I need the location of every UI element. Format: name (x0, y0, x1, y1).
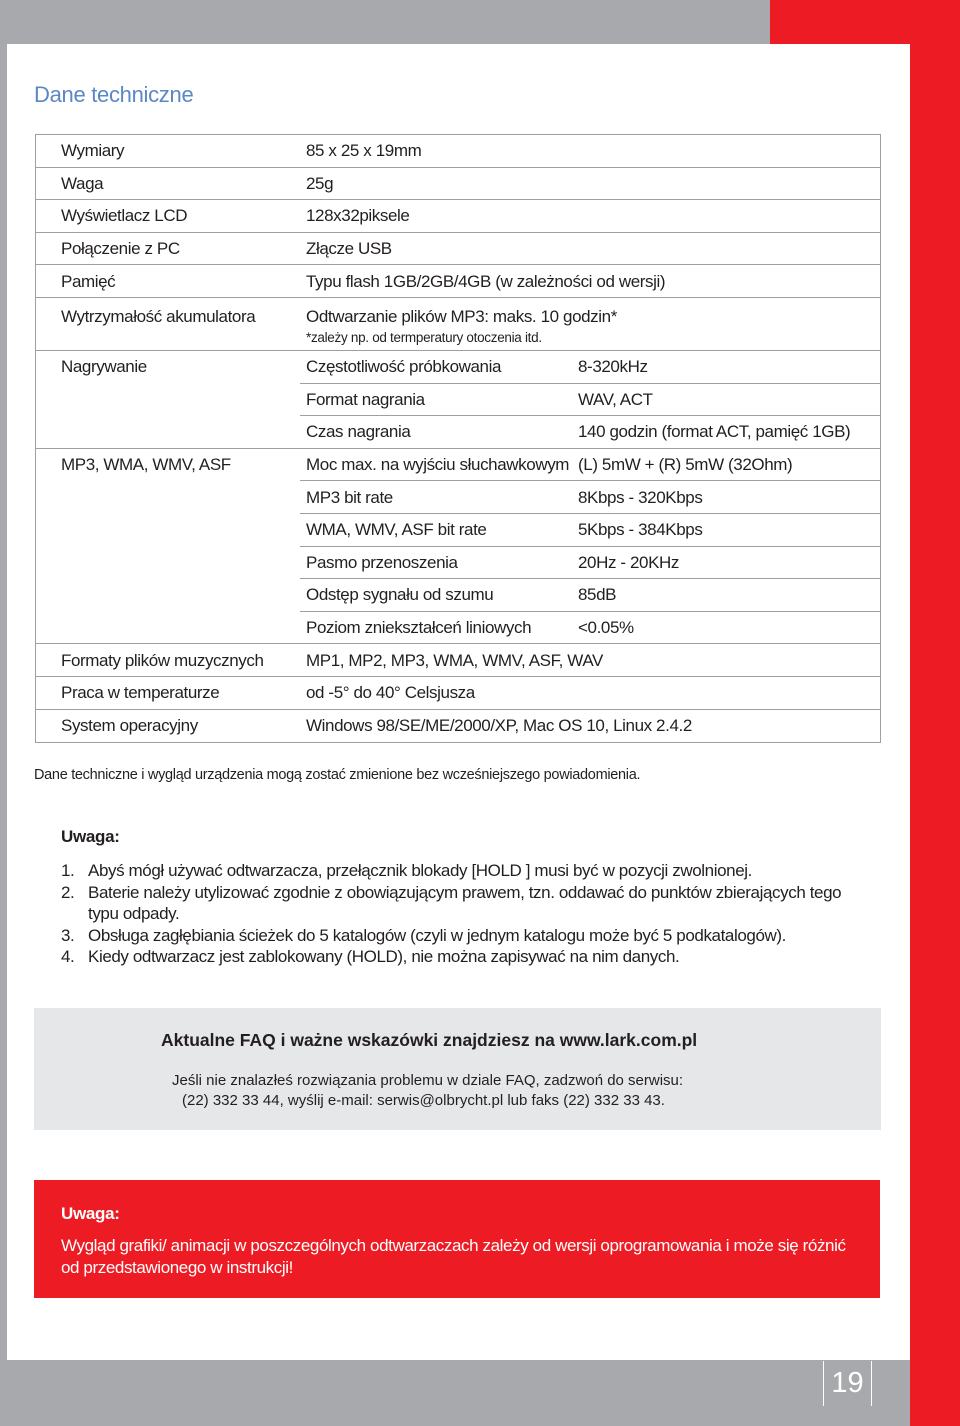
spec-value: Odtwarzanie plików MP3: maks. 10 godzin* (306, 306, 617, 326)
spec-value-detail: 8Kbps - 320Kbps (578, 487, 703, 507)
table-row (36, 677, 880, 710)
spec-value-detail: 20Hz - 20KHz (578, 552, 680, 572)
faq-contact-text: (22) 332 33 44, wyślij e-mail: serwis@olbrycht.pl lub faks (22) 332 33 43. (182, 1092, 665, 1109)
spec-value-detail: 140 godzin (format ACT, pamięć 1GB) (578, 422, 851, 442)
table-row (36, 168, 880, 201)
spec-label: Praca w temperaturze (61, 683, 220, 703)
list-item-text: Kiedy odtwarzacz jest zablokowany (HOLD), nie można zapisywać na nim danych. (88, 947, 680, 966)
faq-service-text: Jeśli nie znalazłeś rozwiązania problemu w dziale FAQ, zadzwoń do serwisu: (172, 1072, 684, 1089)
list-item-number: 4. (61, 947, 75, 966)
spec-label: Nagrywanie (61, 357, 147, 377)
spec-value-detail: (L) 5mW + (R) 5mW (32Ohm) (578, 455, 793, 475)
spec-value: Format nagrania (306, 389, 425, 409)
spec-label: Wytrzymałość akumulatora (61, 306, 256, 326)
spec-value: MP3 bit rate (306, 487, 393, 507)
table-row (36, 481, 880, 514)
frame-right-bar (910, 0, 960, 1360)
spec-table (35, 134, 881, 743)
spec-label: System operacyjny (61, 715, 198, 735)
page-number: 19 (823, 1361, 872, 1406)
spec-label: Wymiary (61, 141, 125, 161)
list-item-number: 2. (61, 882, 75, 902)
list-item-text: Abyś mógł używać odtwarzacza, przełącznik blokady [HOLD ] musi być w pozycji zwolnionej. (88, 861, 752, 880)
spec-value: 85 x 25 x 19mm (306, 141, 422, 161)
list-item-number: 3. (61, 925, 75, 945)
table-row (36, 644, 880, 677)
table-row (36, 449, 880, 482)
list-item (61, 860, 851, 882)
spec-value: Poziom zniekształceń liniowych (306, 618, 532, 638)
table-row (36, 710, 880, 743)
spec-value-detail: 8-320kHz (578, 357, 648, 377)
table-row (36, 135, 880, 168)
spec-value-detail: WAV, ACT (578, 389, 653, 409)
spec-value: od -5° do 40° Celsjusza (306, 683, 475, 703)
table-row (36, 514, 880, 547)
spec-label: Wyświetlacz LCD (61, 206, 188, 226)
spec-value-detail: 5Kbps - 384Kbps (578, 520, 703, 540)
spec-value-detail: 85dB (578, 585, 617, 605)
spec-value: Częstotliwość próbkowania (306, 357, 502, 377)
faq-box (34, 1008, 881, 1130)
list-item (61, 882, 851, 925)
list-item-text: Obsługa zagłębiania ścieżek do 5 katalogów (czyli w jednym katalogu może być 5 podkatalogów). (88, 925, 786, 945)
table-row (36, 416, 880, 449)
spec-value: Typu flash 1GB/2GB/4GB (w zależności od wersji) (306, 271, 666, 291)
list-item-text: Baterie należy utylizować zgodnie z obowiązującym prawem, tzn. oddawać do punktów zbierających tego typu odpady. (88, 882, 842, 923)
spec-footnote: *zależy np. od termperatury otoczenia itd. (306, 329, 542, 345)
spec-value: Złącze USB (306, 239, 392, 259)
notes-list (61, 860, 851, 968)
table-row (36, 384, 880, 417)
table-row (36, 233, 880, 266)
notes-heading: Uwaga: (61, 827, 120, 846)
table-row (36, 612, 880, 645)
table-row (36, 547, 880, 580)
spec-value: Moc max. na wyjściu słuchawkowym (306, 455, 570, 475)
table-row (36, 200, 880, 233)
warning-box (34, 1180, 880, 1298)
spec-value: 25g (306, 173, 334, 193)
frame-top-bar (0, 0, 770, 44)
page-title: Dane techniczne (34, 82, 194, 107)
warning-heading: Uwaga: (61, 1204, 120, 1223)
list-item (61, 925, 851, 947)
table-row (36, 351, 880, 384)
table-row (36, 298, 880, 351)
spec-value: Odstęp sygnału od szumu (306, 585, 494, 605)
list-item (61, 946, 851, 968)
table-row (36, 579, 880, 612)
spec-value: 128x32piksele (306, 206, 410, 226)
disclaimer-text: Dane techniczne i wygląd urządzenia mogą zostać zmienione bez wcześniejszego powiadomienia. (34, 767, 641, 783)
spec-label: Waga (61, 173, 104, 193)
spec-value: WMA, WMV, ASF bit rate (306, 520, 487, 540)
frame-left-bar (0, 0, 7, 1360)
list-item-number: 1. (61, 861, 75, 880)
spec-label: MP3, WMA, WMV, ASF (61, 455, 231, 475)
frame-bottom-bar (0, 1360, 960, 1426)
spec-label: Formaty plików muzycznych (61, 650, 264, 670)
spec-label: Połączenie z PC (61, 239, 180, 259)
faq-heading: Aktualne FAQ i ważne wskazówki znajdziesz na www.lark.com.pl (161, 1030, 698, 1050)
spec-value: MP1, MP2, MP3, WMA, WMV, ASF, WAV (306, 650, 603, 670)
table-row (36, 265, 880, 298)
spec-value: Pasmo przenoszenia (306, 552, 458, 572)
spec-value-detail: <0.05% (578, 618, 634, 638)
spec-value: Czas nagrania (306, 422, 411, 442)
spec-value: Windows 98/SE/ME/2000/XP, Mac OS 10, Linux 2.4.2 (306, 715, 692, 735)
frame-bottom-accent (910, 1360, 960, 1426)
spec-label: Pamięć (61, 271, 116, 291)
warning-text: Wygląd grafiki/ animacji w poszczególnych odtwarzaczach zależy od wersji oprogramowania i może się różnić od przedstawionego w instrukcji! (61, 1236, 846, 1277)
